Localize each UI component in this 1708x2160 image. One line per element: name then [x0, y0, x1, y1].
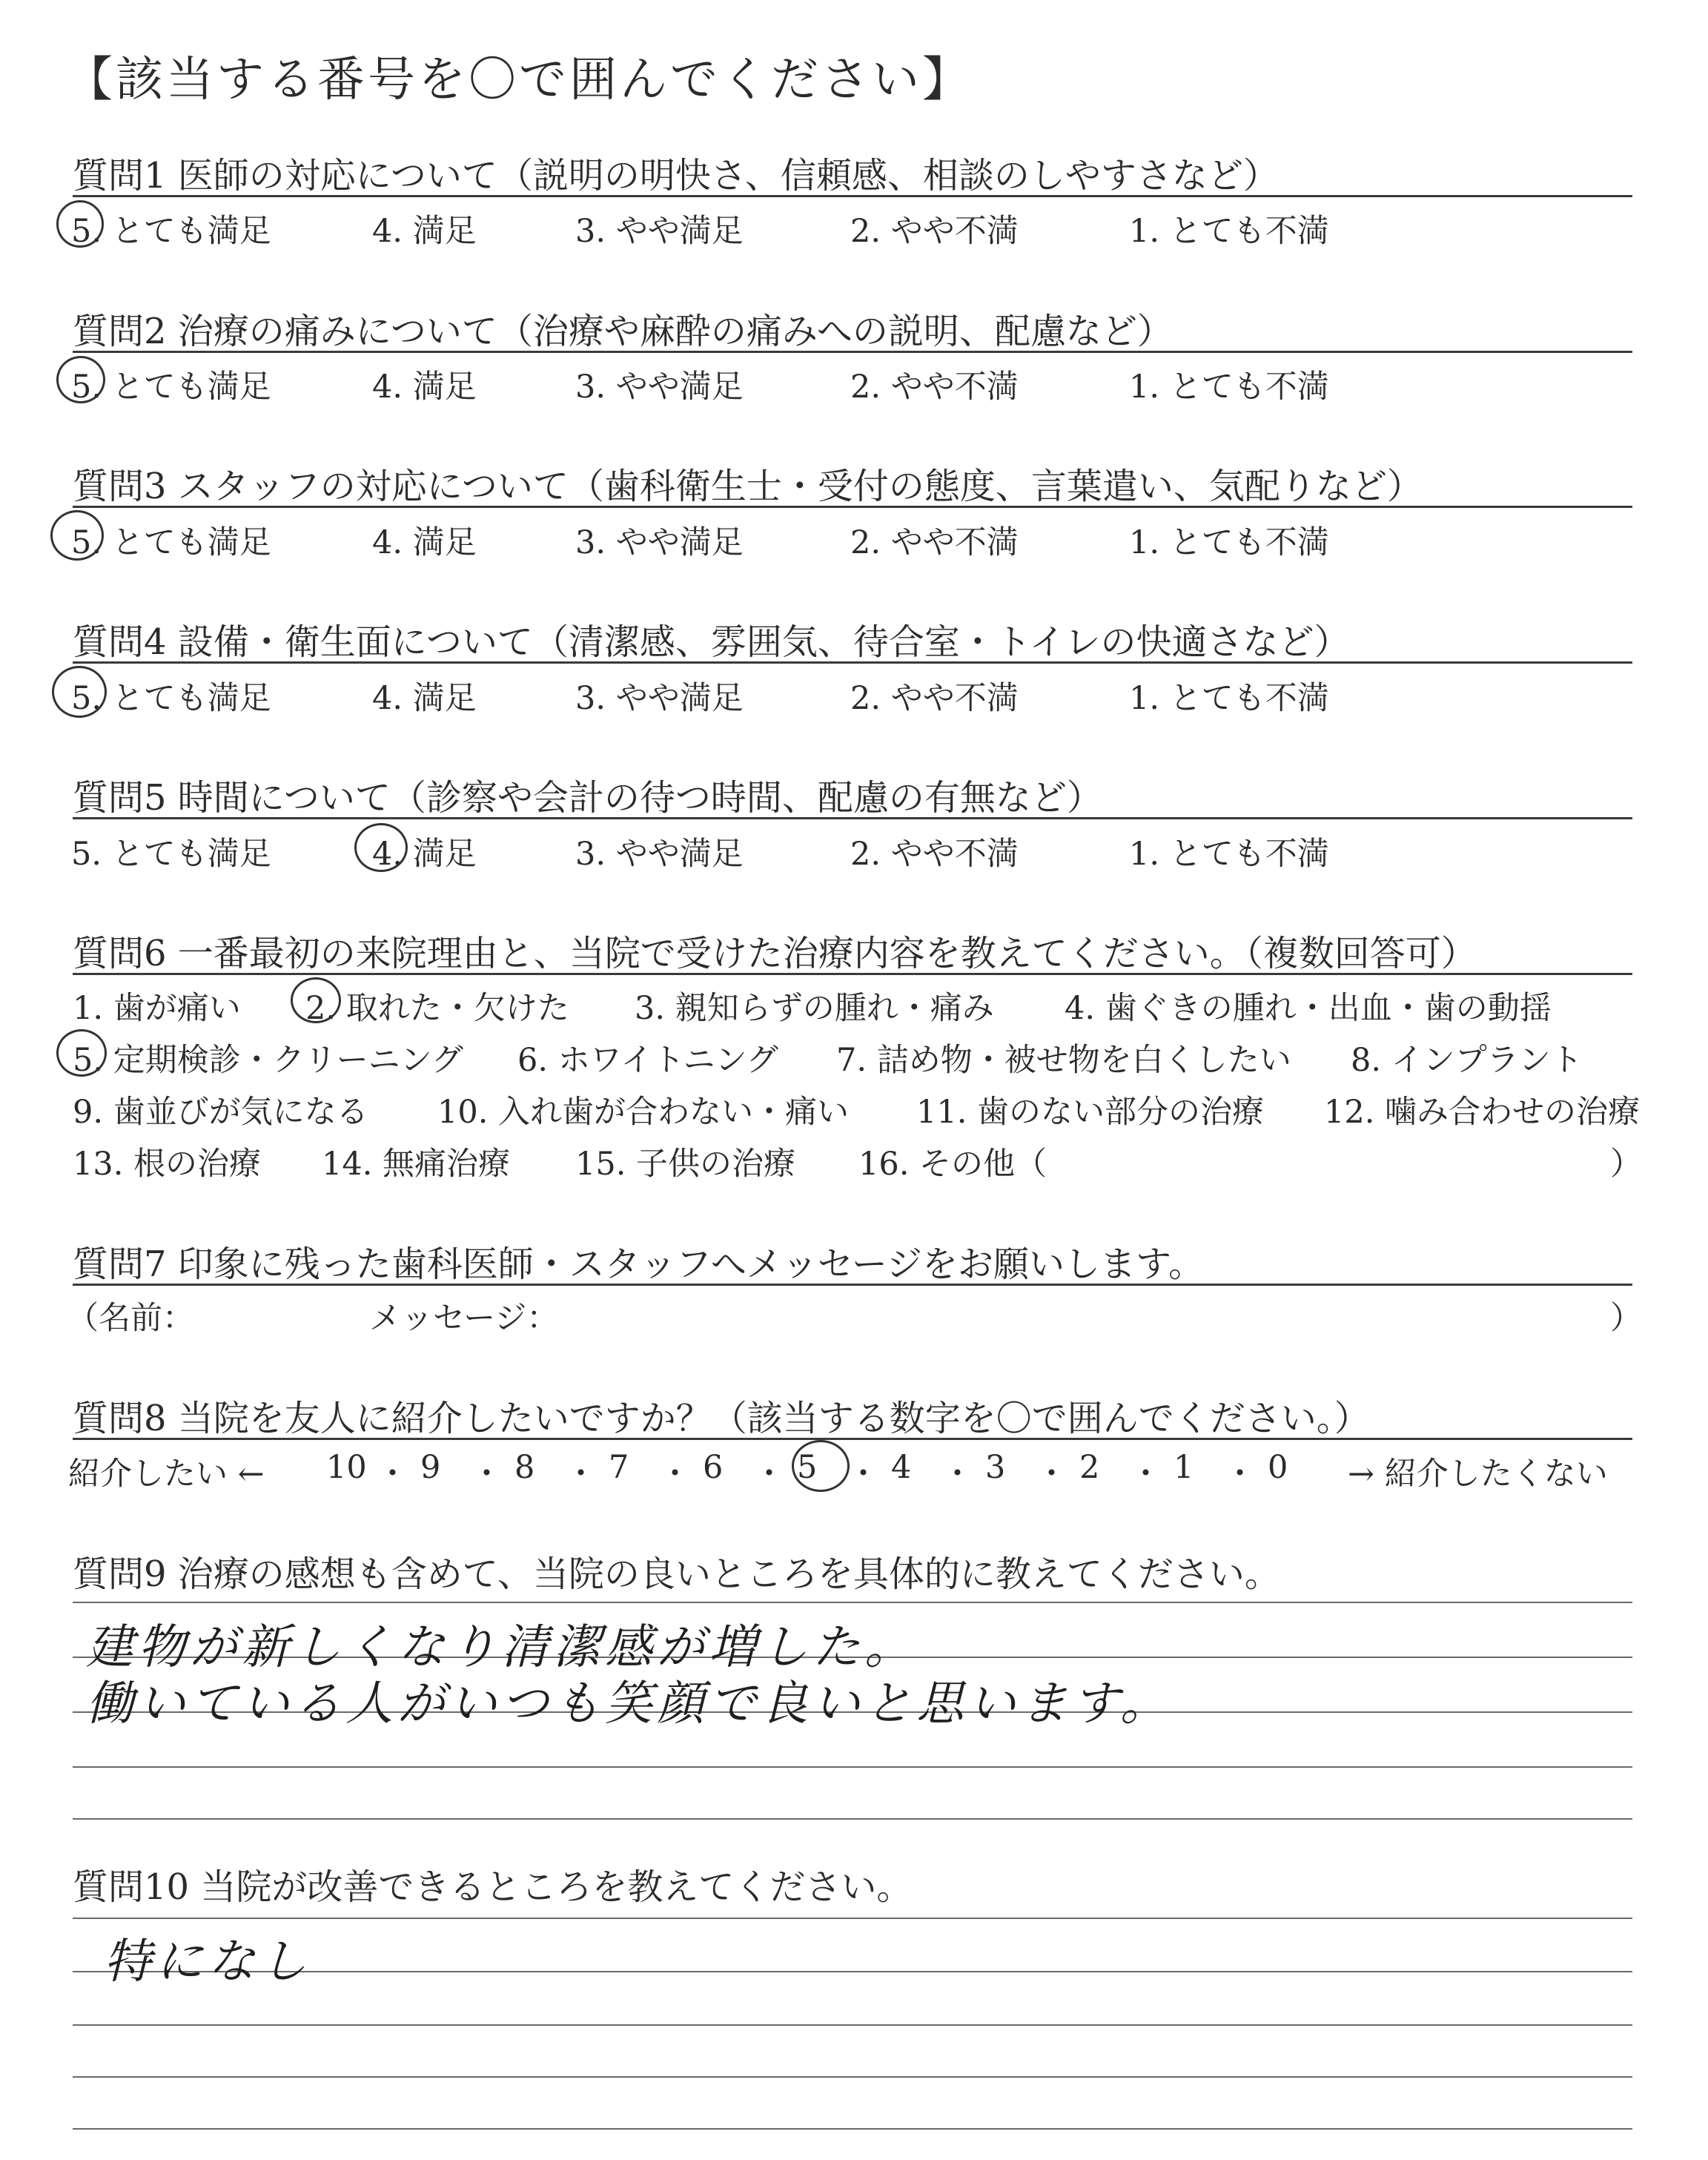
q6-other-close-paren: ） [1610, 1146, 1642, 1183]
question-7-rule [73, 1284, 1632, 1286]
q5-option-5[interactable]: 5. とても満足 [71, 836, 271, 873]
q8-scale-9[interactable]: 9 [420, 1449, 441, 1486]
q4-option-4[interactable]: 4. 満足 [372, 680, 477, 717]
q8-scale-8[interactable]: 8 [514, 1449, 535, 1486]
q8-scale-7[interactable]: 7 [609, 1449, 629, 1486]
q6-option-8[interactable]: 8. インプラント [1351, 1042, 1583, 1079]
q7-name-label: （名前： [67, 1300, 194, 1337]
question-6: 質問6 一番最初の来院理由と、当院で受けた治療内容を教えてください。（複数回答可） [73, 933, 1477, 974]
question-2-rule [73, 351, 1632, 353]
q8-scale-separator: ・ [1130, 1456, 1162, 1493]
question-6-rule [73, 973, 1632, 975]
q5-option-3[interactable]: 3. やや満足 [575, 836, 744, 873]
q1-option-4[interactable]: 4. 満足 [372, 213, 477, 250]
question-1-rule [73, 195, 1632, 197]
q8-scale-5[interactable]: 5 [797, 1449, 818, 1486]
q8-scale-1[interactable]: 1 [1174, 1449, 1194, 1486]
q6-option-12[interactable]: 12. 噛み合わせの治療 [1324, 1094, 1641, 1131]
q8-scale-separator: ・ [847, 1456, 879, 1493]
q3-option-2[interactable]: 2. やや不満 [850, 524, 1019, 561]
q8-scale-separator: ・ [753, 1456, 785, 1493]
q5-option-2[interactable]: 2. やや不満 [850, 836, 1019, 873]
q6-option-3[interactable]: 3. 親知らずの腫れ・痛み [635, 990, 994, 1027]
q3-option-1[interactable]: 1. とても不満 [1129, 524, 1329, 561]
q7-name-field[interactable] [193, 1293, 356, 1330]
question-4: 質問4 設備・衛生面について（清潔感、雰囲気、待合室・トイレの快適さなど） [73, 621, 1350, 663]
q10-line-5 [73, 2128, 1632, 2130]
q4-option-5[interactable]: 5. とても満足 [71, 680, 271, 717]
q2-option-3[interactable]: 3. やや満足 [575, 369, 744, 406]
question-5-rule [73, 817, 1632, 819]
q5-selection-circle [354, 823, 408, 872]
q3-selection-circle [50, 510, 104, 561]
q6-option-11[interactable]: 11. 歯のない部分の治療 [916, 1094, 1265, 1131]
q6-option-2[interactable]: 2. 取れた・欠けた [305, 990, 569, 1027]
q6-option-14[interactable]: 14. 無痛治療 [322, 1146, 511, 1183]
q10-line-1 [73, 1918, 1632, 1919]
question-8: 質問8 当院を友人に紹介したいですか？（該当する数字を〇で囲んでください。） [73, 1398, 1370, 1439]
q8-scale-separator: ・ [377, 1456, 408, 1493]
q2-option-5[interactable]: 5. とても満足 [71, 369, 271, 406]
q8-scale-2[interactable]: 2 [1079, 1449, 1100, 1486]
q6-option-1[interactable]: 1. 歯が痛い [73, 990, 241, 1027]
q8-scale-10[interactable]: 10 [326, 1449, 367, 1486]
q6-selection-circle-2 [291, 977, 341, 1023]
q3-option-3[interactable]: 3. やや満足 [575, 524, 744, 561]
q6-option-5[interactable]: 5. 定期検診・クリーニング [73, 1042, 463, 1079]
q8-scale-separator: ・ [471, 1456, 503, 1493]
question-9: 質問9 治療の感想も含めて、当院の良いところを具体的に教えてください。 [73, 1553, 1280, 1595]
q4-option-2[interactable]: 2. やや不満 [850, 680, 1019, 717]
q2-option-2[interactable]: 2. やや不満 [850, 369, 1019, 406]
q8-scale-separator: ・ [1224, 1456, 1256, 1493]
q4-option-1[interactable]: 1. とても不満 [1129, 680, 1329, 717]
page-title: 【該当する番号を〇で囲んでください】 [65, 53, 973, 108]
q9-line-4 [73, 1766, 1632, 1768]
q6-option-16[interactable]: 16. その他（ [858, 1146, 1047, 1183]
q8-scale-separator: ・ [565, 1456, 597, 1493]
q4-selection-circle [52, 666, 107, 718]
q4-option-3[interactable]: 3. やや満足 [575, 680, 744, 717]
q1-option-3[interactable]: 3. やや満足 [575, 213, 744, 250]
q2-option-4[interactable]: 4. 満足 [372, 369, 477, 406]
q6-option-15[interactable]: 15. 子供の治療 [575, 1146, 796, 1183]
q6-option-9[interactable]: 9. 歯並びが気になる [73, 1094, 368, 1131]
q10-line-3 [73, 2024, 1632, 2026]
q2-option-1[interactable]: 1. とても不満 [1129, 369, 1329, 406]
q8-right-label: → 紹介したくない [1348, 1456, 1608, 1493]
question-4-rule [73, 661, 1632, 664]
q7-message-field[interactable] [563, 1293, 1586, 1330]
q8-scale-separator: ・ [659, 1456, 691, 1493]
q3-option-5[interactable]: 5. とても満足 [71, 524, 271, 561]
q10-answer-line-1[interactable]: 特になし [104, 1935, 311, 1989]
q7-close-paren: ） [1610, 1300, 1642, 1337]
q6-option-10[interactable]: 10. 入れ歯が合わない・痛い [437, 1094, 850, 1131]
q5-option-1[interactable]: 1. とても不満 [1129, 836, 1329, 873]
q7-message-label: メッセージ： [369, 1300, 559, 1337]
q8-left-label: 紹介したい ← [68, 1456, 265, 1493]
q9-answer-line-2[interactable]: 働いている人がいつも笑顔で良いと思います。 [86, 1677, 1172, 1731]
q1-option-1[interactable]: 1. とても不満 [1129, 213, 1329, 250]
q8-scale-separator: ・ [941, 1456, 973, 1493]
q6-option-7[interactable]: 7. 詰め物・被せ物を白くしたい [836, 1042, 1291, 1079]
question-3: 質問3 スタッフの対応について（歯科衛生士・受付の態度、言葉遣い、気配りなど） [73, 466, 1423, 507]
question-2: 質問2 治療の痛みについて（治療や麻酔の痛みへの説明、配慮など） [73, 311, 1173, 352]
q1-selection-circle [56, 200, 104, 248]
q6-option-13[interactable]: 13. 根の治療 [73, 1146, 262, 1183]
q8-scale-3[interactable]: 3 [985, 1449, 1006, 1486]
question-10: 質問10 当院が改善できるところを教えてください。 [73, 1866, 913, 1908]
q8-scale-separator: ・ [1036, 1456, 1068, 1493]
q9-line-1 [73, 1602, 1632, 1603]
q6-selection-circle-5 [56, 1029, 107, 1077]
q6-option-4[interactable]: 4. 歯ぐきの腫れ・出血・歯の動揺 [1065, 990, 1552, 1027]
q6-option-6[interactable]: 6. ホワイトニング [517, 1042, 778, 1079]
q9-answer-line-1[interactable]: 建物が新しくなり清潔感が増した。 [86, 1620, 916, 1675]
question-8-rule [73, 1438, 1632, 1440]
q2-selection-circle [56, 356, 105, 403]
q1-option-5[interactable]: 5. とても満足 [71, 213, 271, 250]
q8-scale-6[interactable]: 6 [703, 1449, 724, 1486]
question-7: 質問7 印象に残った歯科医師・スタッフへメッセージをお願いします。 [73, 1244, 1205, 1285]
question-5: 質問5 時間について（診察や会計の待つ時間、配慮の有無など） [73, 777, 1102, 819]
q8-selection-circle [792, 1440, 850, 1492]
q8-scale-0[interactable]: 0 [1268, 1449, 1288, 1486]
q8-scale-4[interactable]: 4 [891, 1449, 912, 1486]
q1-option-2[interactable]: 2. やや不満 [850, 213, 1019, 250]
question-3-rule [73, 506, 1632, 508]
question-1: 質問1 医師の対応について（説明の明快さ、信頼感、相談のしやすさなど） [73, 155, 1279, 196]
q5-option-4[interactable]: 4. 満足 [372, 836, 477, 873]
q10-line-4 [73, 2076, 1632, 2078]
q3-option-4[interactable]: 4. 満足 [372, 524, 477, 561]
q9-line-5 [73, 1818, 1632, 1820]
